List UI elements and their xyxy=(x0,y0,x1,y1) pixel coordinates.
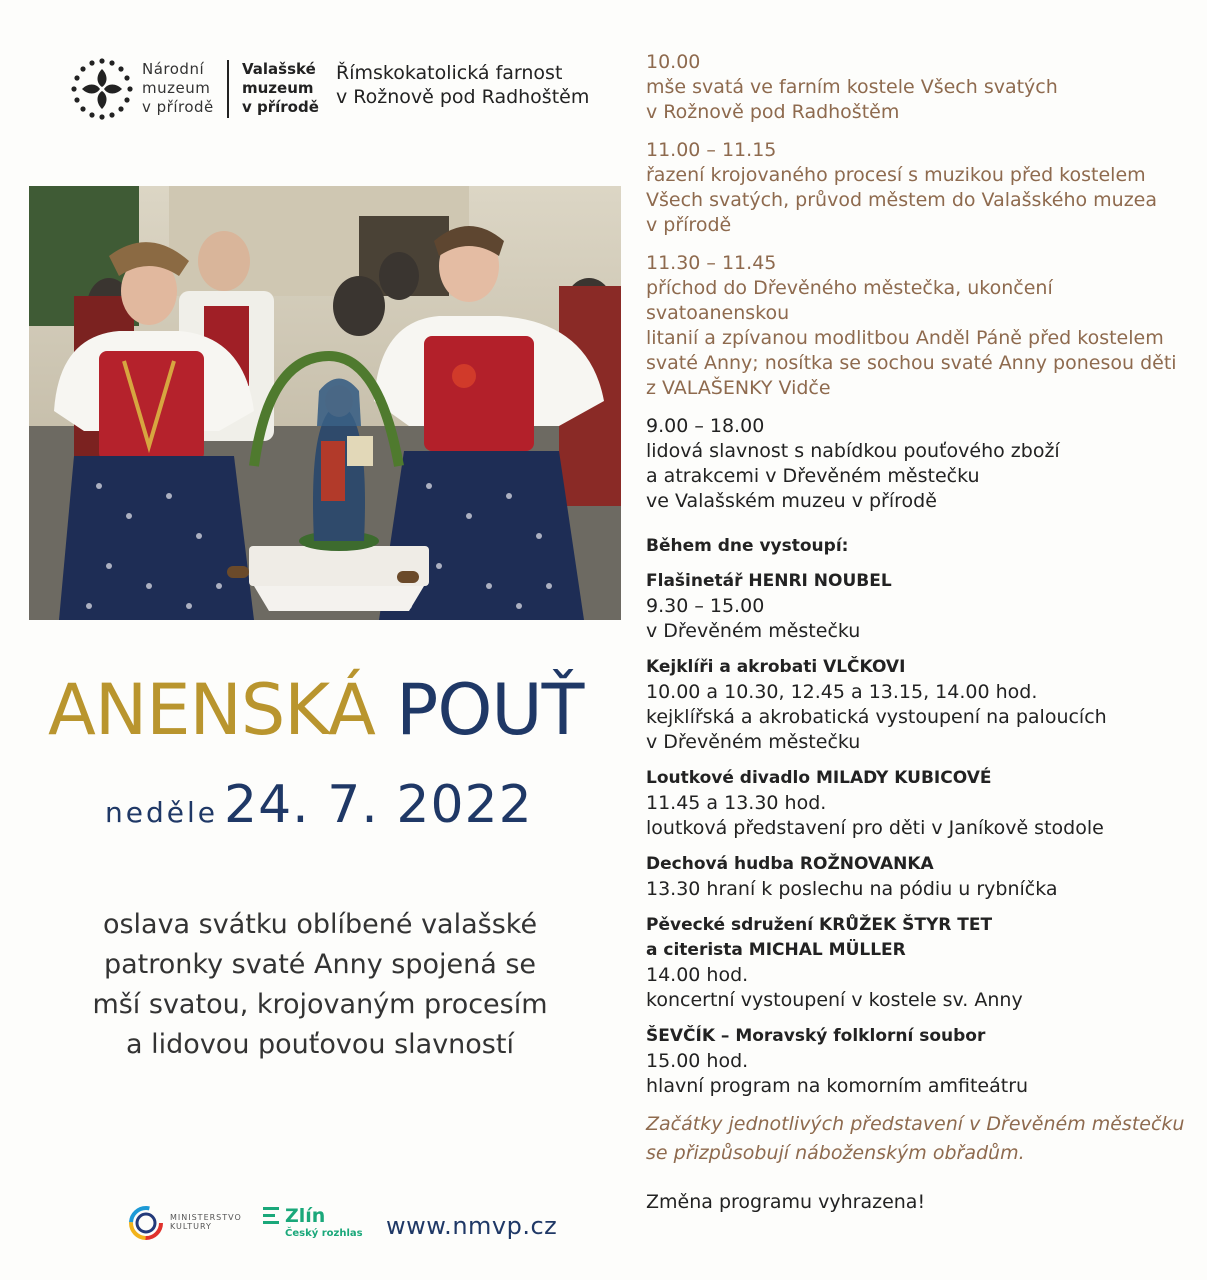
performer-item xyxy=(646,655,1186,755)
event-date xyxy=(105,775,533,835)
ministry-logo-icon xyxy=(128,1205,164,1241)
performer-line: kejklířská a akrobatická vystoupení na paloucích xyxy=(646,706,1107,728)
parish-line: v Rožnově pod Radhoštěm xyxy=(336,86,590,108)
title-part-anenska: ANENSKÁ xyxy=(48,669,375,751)
program-column xyxy=(646,50,1186,1215)
parish-line: Římskokatolická farnost xyxy=(336,62,563,84)
performer-item xyxy=(646,1024,1186,1099)
museum-sub-line: muzeum xyxy=(242,79,314,97)
note-line: se přizpůsobují náboženským obřadům. xyxy=(646,1142,1025,1164)
performer-name: a citerista MICHAL MÜLLER xyxy=(646,940,906,960)
performer-item xyxy=(646,852,1186,902)
performer-line: koncertní vystoupení v kostele sv. Anny xyxy=(646,989,1023,1011)
performer-item xyxy=(646,569,1186,644)
museum-name-line: muzeum xyxy=(142,79,211,97)
schedule-item xyxy=(646,251,1186,401)
performer-name: Pěvecké sdružení KRŮŽEK ŠTYR TET xyxy=(646,915,993,935)
museum-name-line: v přírodě xyxy=(142,98,214,116)
performer-line: v Dřevěném městečku xyxy=(646,620,861,642)
schedule-line: příchod do Dřevěného městečka, ukončení svatoanenskou xyxy=(646,277,1053,324)
tagline-line: oslava svátku oblíbené valašské xyxy=(102,909,538,940)
schedule-item xyxy=(646,138,1186,238)
radio-name: Zlín xyxy=(285,1205,326,1227)
schedule-time: 11.30 – 11.45 xyxy=(646,252,777,274)
parish-name xyxy=(336,61,589,109)
tagline-line: mší svatou, krojovaným procesím xyxy=(92,989,548,1020)
title-part-pout: POUŤ xyxy=(396,669,584,751)
tagline-line: a lidovou pouťovou slavností xyxy=(126,1029,514,1060)
fair-line: ve Valašském muzeu v přírodě xyxy=(646,490,937,512)
website-link[interactable]: www.nmvp.cz xyxy=(386,1212,558,1240)
radio-sub: Český rozhlas xyxy=(285,1228,363,1239)
museum-sub-name xyxy=(242,60,319,117)
performer-name: Flašinetář HENRI NOUBEL xyxy=(646,571,892,591)
museum-sub-line: v přírodě xyxy=(242,98,319,116)
schedule-line: svaté Anny; nosítka se sochou svaté Anny ponesou děti xyxy=(646,352,1177,374)
performer-line: 9.30 – 15.00 xyxy=(646,595,765,617)
museum-name xyxy=(142,60,214,117)
schedule-line: mše svatá ve farním kostele Všech svatých xyxy=(646,76,1058,98)
fair-line: lidová slavnost s nabídkou pouťového zboží xyxy=(646,440,1060,462)
event-date-value: 24. 7. 2022 xyxy=(223,775,533,835)
museum-name-line: Národní xyxy=(142,60,205,78)
change-note: Změna programu vyhrazena! xyxy=(646,1191,926,1213)
radio-logo-icon xyxy=(263,1205,281,1227)
schedule-line: z VALAŠENKY Vidče xyxy=(646,377,831,399)
performer-line: v Dřevěném městečku xyxy=(646,731,861,753)
ministry-line: KULTURY xyxy=(170,1222,212,1231)
performer-item xyxy=(646,766,1186,841)
event-title xyxy=(48,670,608,750)
museum-sub-line: Valašské xyxy=(242,60,316,78)
fair-item xyxy=(646,414,1186,514)
schedule-line: litanií a zpívanou modlitbou Anděl Páně před kostelem xyxy=(646,327,1164,349)
performer-name: ŠEVČÍK – Moravský folklorní soubor xyxy=(646,1026,986,1046)
schedule-time: 10.00 xyxy=(646,51,701,73)
performer-line: 15.00 hod. xyxy=(646,1050,749,1072)
performer-line: 11.45 a 13.30 hod. xyxy=(646,792,827,814)
schedule-time: 11.00 – 11.15 xyxy=(646,139,777,161)
ministry-line: MINISTERSTVO xyxy=(170,1213,242,1222)
event-tagline xyxy=(50,905,590,1065)
performer-line: 14.00 hod. xyxy=(646,964,749,986)
performer-line: 10.00 a 10.30, 12.45 a 13.15, 14.00 hod. xyxy=(646,681,1038,703)
procession-photo xyxy=(29,186,621,620)
performer-item xyxy=(646,913,1186,1013)
schedule-note xyxy=(646,1110,1186,1168)
performer-name: Dechová hudba ROŽNOVANKA xyxy=(646,854,934,874)
museum-logo-icon xyxy=(70,57,134,121)
performer-line: hlavní program na komorním amfiteátru xyxy=(646,1075,1029,1097)
schedule-line: řazení krojovaného procesí s muzikou před kostelem xyxy=(646,164,1146,186)
event-weekday: neděle xyxy=(105,796,218,829)
note-line: Začátky jednotlivých představení v Dřevěném městečku xyxy=(646,1113,1185,1135)
performer-line: 13.30 hraní k poslechu na pódiu u rybníčka xyxy=(646,878,1058,900)
performer-name: Kejklíři a akrobati VLČKOVI xyxy=(646,657,906,677)
schedule-line: Všech svatých, průvod městem do Valašského muzea xyxy=(646,189,1158,211)
ministry-name xyxy=(170,1213,242,1231)
performer-name: Loutkové divadlo MILADY KUBICOVÉ xyxy=(646,768,992,788)
header-divider xyxy=(227,60,229,118)
performers-heading: Během dne vystoupí: xyxy=(646,536,849,556)
schedule-line: v přírodě xyxy=(646,214,732,236)
fair-time: 9.00 – 18.00 xyxy=(646,415,765,437)
tagline-line: patronky svaté Anny spojená se xyxy=(103,949,537,980)
performer-line: loutková představení pro děti v Janíkově stodole xyxy=(646,817,1104,839)
fair-line: a atrakcemi v Dřevěném městečku xyxy=(646,465,980,487)
schedule-line: v Rožnově pod Radhoštěm xyxy=(646,101,900,123)
schedule-item xyxy=(646,50,1186,125)
